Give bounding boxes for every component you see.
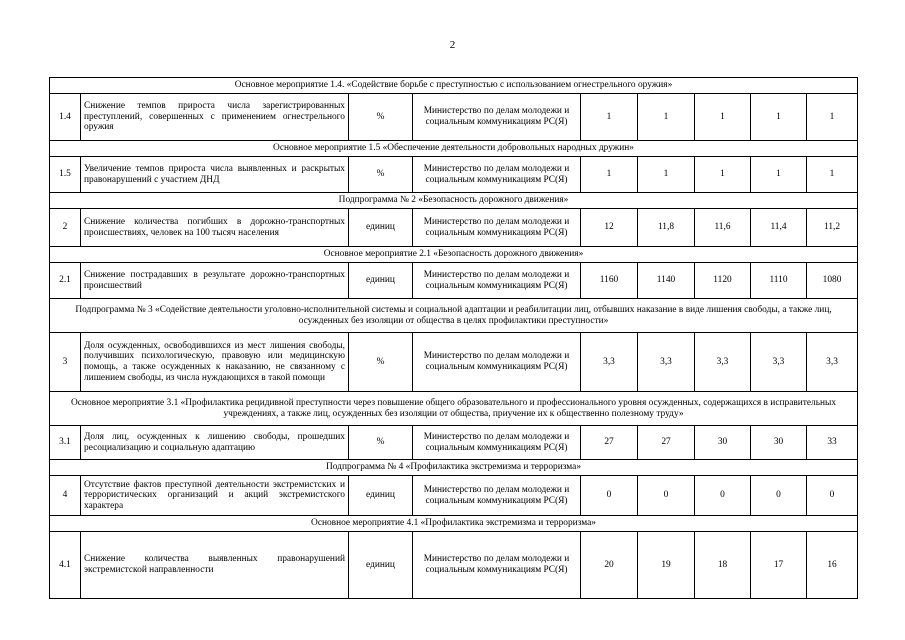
section-title: Основное мероприятие 2.1 «Безопасность дорожного движения» xyxy=(50,247,858,263)
indicator-value: 0 xyxy=(751,476,807,516)
responsible-ministry: Министерство по делам молодежи и социальным коммуникациям РС(Я) xyxy=(413,209,581,247)
section-title: Основное мероприятие 4.1 «Профилактика экстремизма и терроризма» xyxy=(50,516,858,532)
indicator-value: 1 xyxy=(807,157,858,193)
indicator-value: 11,4 xyxy=(751,209,807,247)
indicator-description: Снижение количества погибших в дорожно-транспортных происшествиях, человек на 100 тысяч населения xyxy=(81,209,349,247)
indicator-value: 1 xyxy=(751,94,807,141)
responsible-ministry: Министерство по делам молодежи и социальным коммуникациям РС(Я) xyxy=(413,426,581,460)
indicator-value: 1160 xyxy=(581,263,638,299)
indicator-row xyxy=(50,476,858,516)
indicator-unit: % xyxy=(349,94,413,141)
indicator-unit: единиц xyxy=(349,263,413,299)
indicator-value: 0 xyxy=(807,476,858,516)
indicator-unit: единиц xyxy=(349,209,413,247)
section-header-row xyxy=(50,193,858,209)
indicator-value: 0 xyxy=(638,476,695,516)
indicator-value: 3,3 xyxy=(695,333,751,392)
indicator-number: 1.4 xyxy=(50,94,81,141)
indicator-value: 1120 xyxy=(695,263,751,299)
indicator-value: 1 xyxy=(695,94,751,141)
section-title: Основное мероприятие 1.4. «Содействие борьбе с преступностью с использованием огнестрельного оружия» xyxy=(50,78,858,94)
indicator-row xyxy=(50,209,858,247)
indicator-unit: % xyxy=(349,426,413,460)
indicator-number: 4 xyxy=(50,476,81,516)
section-header-row xyxy=(50,141,858,157)
indicator-value: 27 xyxy=(638,426,695,460)
indicator-number: 4.1 xyxy=(50,532,81,599)
indicator-unit: % xyxy=(349,333,413,392)
section-header-row xyxy=(50,299,858,333)
indicator-description: Снижение количества выявленных правонарушений экстремистской направленности xyxy=(81,532,349,599)
section-title: Основное мероприятие 3.1 «Профилактика рецидивной преступности через повышение общего образовательного и профессионального уровня осужденных, содержащихся в исправительных учреждениях, а также лиц, осужденных без изоляции от общества, приучение их к общественно полезному труду» xyxy=(50,392,858,426)
indicator-value: 30 xyxy=(695,426,751,460)
responsible-ministry: Министерство по делам молодежи и социальным коммуникациям РС(Я) xyxy=(413,263,581,299)
indicator-value: 1 xyxy=(638,94,695,141)
indicator-value: 1 xyxy=(807,94,858,141)
indicator-number: 2.1 xyxy=(50,263,81,299)
indicator-value: 19 xyxy=(638,532,695,599)
indicator-row xyxy=(50,94,858,141)
indicator-description: Увеличение темпов прироста числа выявленных и раскрытых правонарушений с участием ДНД xyxy=(81,157,349,193)
indicator-value: 30 xyxy=(751,426,807,460)
indicator-value: 1080 xyxy=(807,263,858,299)
page-number: 2 xyxy=(449,39,456,51)
indicator-value: 12 xyxy=(581,209,638,247)
indicator-value: 11,6 xyxy=(695,209,751,247)
indicator-value: 0 xyxy=(695,476,751,516)
indicator-unit: единиц xyxy=(349,532,413,599)
indicator-value: 3,3 xyxy=(751,333,807,392)
indicator-row xyxy=(50,263,858,299)
indicator-value: 1 xyxy=(638,157,695,193)
responsible-ministry: Министерство по делам молодежи и социальным коммуникациям РС(Я) xyxy=(413,476,581,516)
indicator-value: 1 xyxy=(751,157,807,193)
indicator-unit: % xyxy=(349,157,413,193)
section-header-row xyxy=(50,78,858,94)
indicator-value: 1140 xyxy=(638,263,695,299)
indicator-value: 33 xyxy=(807,426,858,460)
section-header-row xyxy=(50,460,858,476)
indicator-value: 18 xyxy=(695,532,751,599)
responsible-ministry: Министерство по делам молодежи и социальным коммуникациям РС(Я) xyxy=(413,532,581,599)
section-title: Подпрограмма № 3 «Содействие деятельности уголовно-исполнительной системы и социальной адаптации и реабилитации лиц, отбывших наказание в виде лишения свободы, а также лиц, осужденных без изоляции от общества в целях профилактики преступности» xyxy=(50,299,858,333)
responsible-ministry: Министерство по делам молодежи и социальным коммуникациям РС(Я) xyxy=(413,333,581,392)
indicator-value: 1 xyxy=(581,157,638,193)
indicator-value: 11,8 xyxy=(638,209,695,247)
responsible-ministry: Министерство по делам молодежи и социальным коммуникациям РС(Я) xyxy=(413,94,581,141)
indicator-value: 17 xyxy=(751,532,807,599)
section-header-row xyxy=(50,392,858,426)
section-header-row xyxy=(50,247,858,263)
responsible-ministry: Министерство по делам молодежи и социальным коммуникациям РС(Я) xyxy=(413,157,581,193)
indicator-row xyxy=(50,426,858,460)
indicator-description: Доля осужденных, освободившихся из мест лишения свободы, получивших психологическую, правовую или медицинскую помощь, а также осужденных к наказанию, не связанному с лишением свободы, из числа нуждающихся в такой помощи xyxy=(81,333,349,392)
indicator-value: 11,2 xyxy=(807,209,858,247)
indicator-unit: единиц xyxy=(349,476,413,516)
indicator-value: 1110 xyxy=(751,263,807,299)
indicator-description: Снижение темпов прироста числа зарегистрированных преступлений, совершенных с применением огнестрельного оружия xyxy=(81,94,349,141)
indicator-row xyxy=(50,333,858,392)
indicator-row xyxy=(50,532,858,599)
indicator-value: 3,3 xyxy=(807,333,858,392)
indicator-number: 3.1 xyxy=(50,426,81,460)
indicator-value: 3,3 xyxy=(581,333,638,392)
indicator-row xyxy=(50,157,858,193)
indicator-number: 3 xyxy=(50,333,81,392)
indicator-value: 1 xyxy=(695,157,751,193)
indicator-value: 16 xyxy=(807,532,858,599)
indicator-number: 2 xyxy=(50,209,81,247)
indicator-value: 20 xyxy=(581,532,638,599)
indicator-description: Отсутствие фактов преступной деятельности экстремистских и террористических организаций и акций экстремистского характера xyxy=(81,476,349,516)
section-title: Подпрограмма № 4 «Профилактика экстремизма и терроризма» xyxy=(50,460,858,476)
indicators-table xyxy=(49,77,858,599)
section-title: Основное мероприятие 1.5 «Обеспечение деятельности добровольных народных дружин» xyxy=(50,141,858,157)
indicator-number: 1.5 xyxy=(50,157,81,193)
indicator-value: 1 xyxy=(581,94,638,141)
section-title: Подпрограмма № 2 «Безопасность дорожного движения» xyxy=(50,193,858,209)
section-header-row xyxy=(50,516,858,532)
indicator-value: 3,3 xyxy=(638,333,695,392)
indicator-value: 27 xyxy=(581,426,638,460)
indicator-description: Доля лиц, осужденных к лишению свободы, прошедших ресоциализацию и социальную адаптацию xyxy=(81,426,349,460)
indicator-description: Снижение пострадавших в результате дорожно-транспортных происшествий xyxy=(81,263,349,299)
indicator-value: 0 xyxy=(581,476,638,516)
